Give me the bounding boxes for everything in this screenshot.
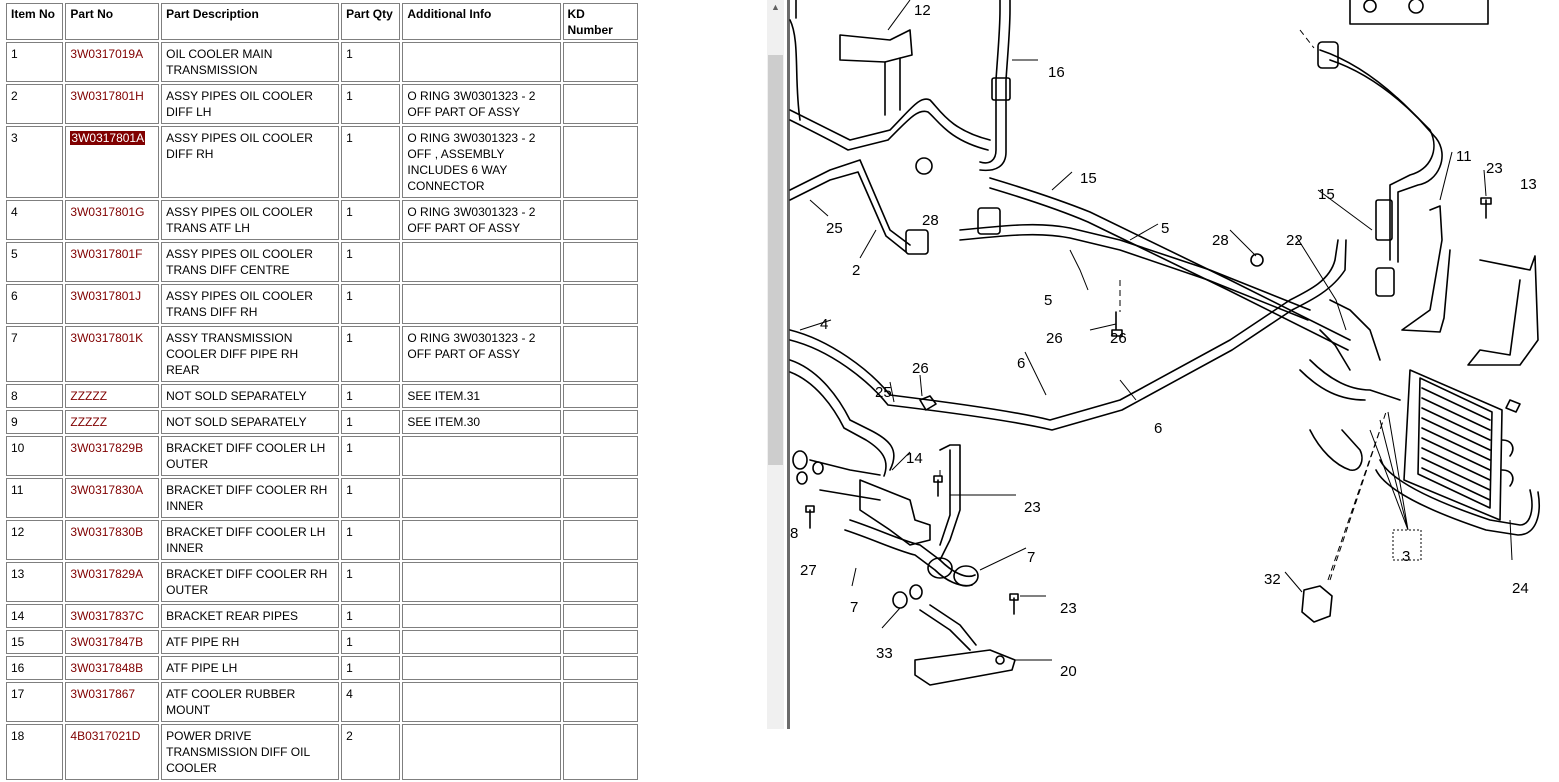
cell-part-no[interactable] [65,656,159,680]
cell-part-qty: 1 [341,410,400,434]
cell-item-no: 1 [6,42,63,82]
callout-label: 15 [1080,170,1097,187]
cell-item-no: 18 [6,724,63,780]
cell-kd-number [563,436,639,476]
cell-kd-number [563,656,639,680]
cell-part-qty: 1 [341,326,400,382]
part-number-link[interactable]: 3W0317829B [70,441,144,455]
parts-table-header [6,3,638,40]
cell-kd-number [563,682,639,722]
cell-part-no[interactable] [65,436,159,476]
cell-item-no: 17 [6,682,63,722]
cell-kd-number [563,478,639,518]
callout-label: 13 [1520,176,1537,193]
cell-part-no[interactable] [65,562,159,602]
cell-item-no: 9 [6,410,63,434]
cell-part-description: BRACKET DIFF COOLER LH INNER [161,520,339,560]
cell-additional-info: O RING 3W0301323 - 2 OFF PART OF ASSY [402,200,560,240]
callout-label: 28 [922,212,939,229]
header-kd-number: KD Number [563,3,639,40]
cell-part-description: ASSY PIPES OIL COOLER TRANS ATF LH [161,200,339,240]
cell-kd-number [563,242,639,282]
table-row [6,284,638,324]
callout-label: 25 [826,220,843,237]
cell-part-qty: 1 [341,630,400,654]
cell-item-no: 15 [6,630,63,654]
cell-part-description: ATF COOLER RUBBER MOUNT [161,682,339,722]
cell-part-no[interactable] [65,384,159,408]
cell-additional-info [402,284,560,324]
header-part-description: Part Description [161,3,339,40]
callout-label: 26 [1110,330,1127,347]
callout-label: 5 [1161,220,1170,237]
cell-additional-info [402,562,560,602]
cell-part-description: BRACKET DIFF COOLER RH OUTER [161,562,339,602]
header-part-no: Part No [65,3,159,40]
cell-part-no[interactable] [65,630,159,654]
pane-gutter [640,0,767,729]
cell-additional-info [402,478,560,518]
callout-label: 3 [1402,548,1411,565]
parts-table [4,1,640,782]
cell-part-description: ASSY PIPES OIL COOLER DIFF LH [161,84,339,124]
cell-additional-info: O RING 3W0301323 - 2 OFF PART OF ASSY [402,326,560,382]
cell-part-qty: 1 [341,436,400,476]
cell-part-qty: 1 [341,126,400,198]
cell-part-no[interactable] [65,242,159,282]
cell-part-qty: 4 [341,682,400,722]
cell-additional-info [402,436,560,476]
callout-label: 20 [1060,663,1077,680]
cell-part-qty: 1 [341,84,400,124]
cell-additional-info: O RING 3W0301323 - 2 OFF PART OF ASSY [402,84,560,124]
cell-kd-number [563,520,639,560]
table-row [6,410,638,434]
cell-part-no[interactable] [65,520,159,560]
cell-item-no: 10 [6,436,63,476]
cell-kd-number [563,126,639,198]
cell-additional-info: SEE ITEM.30 [402,410,560,434]
cell-additional-info [402,630,560,654]
header-part-qty: Part Qty [341,3,400,40]
callout-label: 6 [1017,355,1026,372]
callout-label: 12 [914,2,931,19]
cell-additional-info [402,42,560,82]
callout-label: 25 [875,384,892,401]
cell-additional-info [402,724,560,780]
cell-item-no: 5 [6,242,63,282]
part-number-link[interactable]: 3W0317847B [70,635,144,649]
callout-label: 26 [1046,330,1063,347]
part-number-link[interactable]: 3W0317801H [70,89,144,103]
callout-label: 16 [1048,64,1065,81]
cell-item-no: 16 [6,656,63,680]
table-row [6,242,638,282]
cell-part-no[interactable] [65,200,159,240]
cell-part-no[interactable] [65,326,159,382]
callout-label: 23 [1486,160,1503,177]
cell-additional-info [402,604,560,628]
callout-label: 6 [1154,420,1163,437]
cell-part-no[interactable] [65,284,159,324]
table-row [6,520,638,560]
cell-part-qty: 1 [341,604,400,628]
table-row [6,630,638,654]
cell-part-no[interactable] [65,126,159,198]
part-number-link[interactable]: 3W0317801G [70,205,145,219]
part-number-link[interactable]: ZZZZZ [70,389,108,403]
callout-label: 22 [1286,232,1303,249]
cell-part-description: BRACKET DIFF COOLER LH OUTER [161,436,339,476]
table-row [6,326,638,382]
callout-label: 27 [800,562,817,579]
callout-label: 8 [790,525,799,542]
part-number-link[interactable]: 3W0317019A [70,47,144,61]
part-number-link[interactable]: 3W0317830B [70,525,144,539]
cell-part-description: NOT SOLD SEPARATELY [161,384,339,408]
table-row [6,126,638,198]
callout-label: 5 [1044,292,1053,309]
cell-part-description: ATF PIPE LH [161,656,339,680]
cell-part-description: ASSY PIPES OIL COOLER TRANS DIFF CENTRE [161,242,339,282]
cell-kd-number [563,200,639,240]
table-row [6,436,638,476]
callout-label: 32 [1264,571,1281,588]
cell-item-no: 3 [6,126,63,198]
cell-part-qty: 1 [341,520,400,560]
table-row [6,562,638,602]
part-number-link[interactable]: 3W0317801J [70,289,142,303]
cell-additional-info [402,656,560,680]
cell-part-description: POWER DRIVE TRANSMISSION DIFF OIL COOLER [161,724,339,780]
cell-kd-number [563,562,639,602]
header-additional-info: Additional Info [402,3,560,40]
scrollbar-thumb[interactable] [768,55,783,465]
cell-part-description: BRACKET REAR PIPES [161,604,339,628]
cell-part-qty: 1 [341,242,400,282]
cell-kd-number [563,724,639,780]
cell-part-no[interactable] [65,410,159,434]
callout-label: 7 [850,599,859,616]
cell-part-qty: 1 [341,42,400,82]
scroll-up-arrow-icon[interactable]: ▲ [771,2,780,12]
part-number-link[interactable]: 4B0317021D [70,729,141,743]
table-row [6,84,638,124]
callout-label: 11 [1456,148,1472,165]
callout-label: 33 [876,645,893,662]
cell-kd-number [563,42,639,82]
table-row [6,42,638,82]
part-number-link[interactable]: 3W0317829A [70,567,144,581]
cell-item-no: 11 [6,478,63,518]
table-row [6,682,638,722]
part-number-link[interactable]: 3W0317801F [70,247,143,261]
part-number-link[interactable]: 3W0317830A [70,483,144,497]
cell-part-description: ATF PIPE RH [161,630,339,654]
table-row [6,200,638,240]
callout-label: 23 [1024,499,1041,516]
cell-part-description: OIL COOLER MAIN TRANSMISSION [161,42,339,82]
cell-part-no[interactable] [65,478,159,518]
cell-part-no[interactable] [65,724,159,780]
cell-kd-number [563,384,639,408]
cell-item-no: 14 [6,604,63,628]
callout-label: 24 [1512,580,1529,597]
cell-kd-number [563,84,639,124]
callout-label: 14 [906,450,923,467]
cell-item-no: 7 [6,326,63,382]
part-number-link[interactable]: 3W0317801K [70,331,144,345]
cell-kd-number [563,326,639,382]
cell-part-qty: 2 [341,724,400,780]
part-number-link[interactable]: ZZZZZ [70,415,108,429]
cell-kd-number [563,410,639,434]
callout-label: 26 [912,360,929,377]
table-row [6,384,638,408]
callout-label: 15 [1318,186,1335,203]
cell-part-description: ASSY PIPES OIL COOLER TRANS DIFF RH [161,284,339,324]
cell-part-qty: 1 [341,284,400,324]
exploded-view-diagram [790,0,1559,729]
part-number-link[interactable]: 3W0317801A [71,131,145,145]
callout-label: 4 [820,316,829,333]
cell-part-qty: 1 [341,200,400,240]
cell-part-description: BRACKET DIFF COOLER RH INNER [161,478,339,518]
callout-label: 7 [1027,549,1036,566]
cell-part-description: NOT SOLD SEPARATELY [161,410,339,434]
callout-label: 28 [1212,232,1229,249]
cell-item-no: 2 [6,84,63,124]
cell-part-no[interactable] [65,42,159,82]
cell-item-no: 6 [6,284,63,324]
parts-list-pane [0,0,640,775]
cell-part-description: ASSY TRANSMISSION COOLER DIFF PIPE RH REAR [161,326,339,382]
cell-part-qty: 1 [341,656,400,680]
cell-part-description: ASSY PIPES OIL COOLER DIFF RH [161,126,339,198]
callout-label: 23 [1060,600,1077,617]
cell-additional-info [402,682,560,722]
cell-part-no[interactable] [65,682,159,722]
cell-additional-info: O RING 3W0301323 - 2 OFF , ASSEMBLY INCLUDES 6 WAY CONNECTOR [402,126,560,198]
cell-part-no[interactable] [65,604,159,628]
cell-kd-number [563,284,639,324]
part-number-link[interactable]: 3W0317837C [70,609,144,623]
table-row [6,656,638,680]
cell-item-no: 8 [6,384,63,408]
cell-kd-number [563,630,639,654]
cell-item-no: 13 [6,562,63,602]
cell-part-qty: 1 [341,562,400,602]
part-number-link[interactable]: 3W0317848B [70,661,144,675]
callout-label: 2 [852,262,861,279]
cell-additional-info [402,242,560,282]
cell-part-no[interactable] [65,84,159,124]
table-row [6,478,638,518]
cell-part-qty: 1 [341,384,400,408]
cell-kd-number [563,604,639,628]
cell-additional-info: SEE ITEM.31 [402,384,560,408]
table-row [6,724,638,780]
cell-item-no: 12 [6,520,63,560]
header-item-no: Item No [6,3,63,40]
parts-diagram [790,0,1559,729]
table-row [6,604,638,628]
cell-additional-info [402,520,560,560]
part-number-link[interactable]: 3W0317867 [70,687,136,701]
cell-item-no: 4 [6,200,63,240]
cell-part-qty: 1 [341,478,400,518]
left-pane-scrollbar[interactable] [767,0,784,729]
